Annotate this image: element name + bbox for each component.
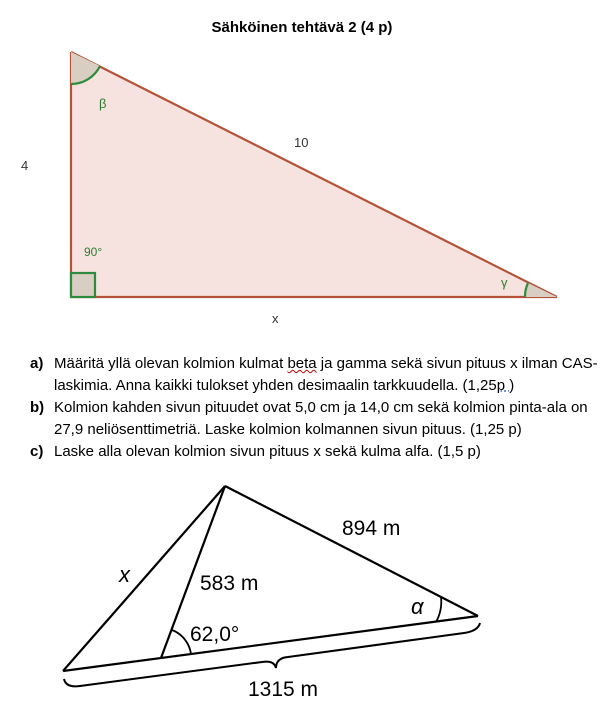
label-alpha: α	[411, 594, 424, 619]
label-side-x: x	[272, 311, 279, 326]
task-a-points: p )	[496, 377, 515, 394]
task-a-text	[54, 353, 600, 397]
label-gamma: γ	[501, 275, 508, 290]
right-triangle-figure	[21, 52, 557, 326]
label-hypotenuse-10: 10	[294, 135, 309, 150]
oblique-triangle-side-894	[225, 486, 478, 616]
label-90-degrees: 90°	[84, 245, 103, 259]
task-list	[30, 353, 600, 463]
right-angle-marker	[71, 273, 95, 297]
task-b-text: Kolmion kahden sivun pituudet ovat 5,0 cm ja 14,0 cm sekä kolmion pinta-ala on 27,9 neliösenttimetriä. Laske kolmion kolmannen sivun pituus. (1,25 p)	[54, 399, 588, 438]
label-894-m: 894 m	[342, 517, 401, 540]
gamma-angle-marker	[525, 283, 557, 297]
base-brace	[64, 623, 480, 686]
task-a-key: a)	[30, 355, 44, 372]
task-c	[30, 441, 600, 463]
label-side-4: 4	[21, 158, 29, 173]
task-c-text: Laske alla olevan kolmion sivun pituus x sekä kulma alfa. (1,5 p)	[54, 443, 481, 460]
angle-62-arc	[172, 630, 191, 654]
task-b	[30, 397, 600, 441]
label-62-degrees: 62,0°	[190, 623, 240, 646]
label-583-m: 583 m	[200, 572, 259, 595]
page-title: Sähköinen tehtävä 2 (4 p)	[211, 19, 393, 36]
task-a-beta-word: beta	[287, 355, 317, 372]
task-a	[30, 353, 600, 397]
task-c-key: c)	[30, 443, 44, 460]
label-beta: β	[99, 96, 107, 111]
alpha-angle-arc	[436, 597, 441, 622]
label-1315-m: 1315 m	[248, 678, 319, 701]
oblique-triangle-figure	[63, 486, 480, 701]
label-x: x	[119, 562, 130, 587]
task-a-text-start: Määritä yllä olevan kolmion kulmat	[54, 355, 288, 372]
task-b-key: b)	[30, 399, 45, 416]
task-a-text-mid: ja gamma sekä sivun pituus x ilman CAS-laskimia. Anna kaikki tulokset yhden desimaalin tarkkuudella. (1,25	[54, 355, 598, 394]
